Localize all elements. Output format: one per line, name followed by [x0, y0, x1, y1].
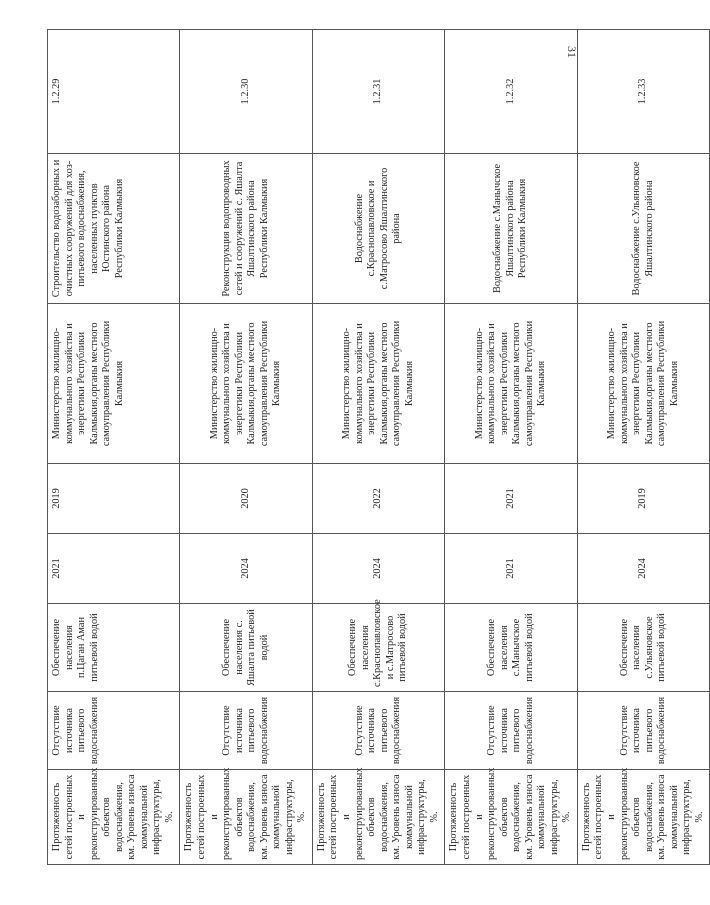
goal-cell: Обеспечение населения с. Яшалта питьевой водой [180, 604, 312, 692]
page-number: 31 [565, 46, 579, 58]
start-year-cell: 2020 [180, 464, 312, 534]
row-number-cell: 1.2.33 [577, 30, 709, 154]
row-number-cell: 1.2.29 [48, 30, 180, 154]
start-year-cell: 2021 [445, 464, 577, 534]
start-year-cell: 2022 [312, 464, 444, 534]
indicator-cell: Протяженность сетей построенных и реконструированных объектов водоснабжения, км. Уровень износа коммунальной инфраструктуры, %. [577, 770, 709, 865]
object-cell: Водоснабжение с.Краснопавловское и с.Матросово Яшалтинского района [312, 154, 444, 304]
row-number-cell: 1.2.32 [445, 30, 577, 154]
table-row [577, 30, 709, 865]
problem-cell: Отсутствие источника питьевого водоснабжения [445, 692, 577, 770]
object-cell: Водоснабжение с.Ульяновское Яшалтинского района [577, 154, 709, 304]
table-row [312, 30, 444, 865]
end-year-cell: 2021 [48, 534, 180, 604]
executor-cell: Министерство жилищно-коммунального хозяйства и энергетики Республики Калмыкия,органы местного самоуправления Республики Калмыкия [312, 304, 444, 464]
measures-table [47, 29, 710, 865]
start-year-cell: 2019 [577, 464, 709, 534]
goal-cell: Обеспечение населения с.Манычское питьевой водой [445, 604, 577, 692]
row-number-cell: 1.2.31 [312, 30, 444, 154]
row-number-cell: 1.2.30 [180, 30, 312, 154]
executor-cell: Министерство жилищно-коммунального хозяйства и энергетики Республики Калмыкия,органы местного самоуправления Республики Калмыкия [48, 304, 180, 464]
end-year-cell: 2021 [445, 534, 577, 604]
table-row [180, 30, 312, 865]
executor-cell: Министерство жилищно-коммунального хозяйства и энергетики Республики Калмыкия,органы местного самоуправления Республики Калмыкия [577, 304, 709, 464]
goal-cell: Обеспечение населения п.Цаган Аман питьевой водой [48, 604, 180, 692]
problem-cell: Отсутствие источника питьевого водоснабжения [312, 692, 444, 770]
rotated-table-wrapper [47, 30, 705, 865]
table-row [48, 30, 180, 865]
problem-cell: Отсутствие источника питьевого водоснабжения [180, 692, 312, 770]
indicator-cell: Протяженность сетей построенных и реконструированных объектов водоснабжения, км. Уровень износа коммунальной инфраструктуры, %. [445, 770, 577, 865]
executor-cell: Министерство жилищно-коммунального хозяйства и энергетики Республики Калмыкия,органы местного самоуправления Республики Калмыкия [180, 304, 312, 464]
indicator-cell: Протяженность сетей построенных и реконструированных объектов водоснабжения, км. Уровень износа коммунальной инфраструктуры, %. [180, 770, 312, 865]
end-year-cell: 2024 [577, 534, 709, 604]
end-year-cell: 2024 [312, 534, 444, 604]
problem-cell: Отсутствие источника питьевого водоснабжения [48, 692, 180, 770]
object-cell: Водоснабжение с.Манычское Яшалтинского района Республики Калмыкия [445, 154, 577, 304]
object-cell: Реконструкция водопроводных сетей и сооружений с. Яшалта Яшалтинского района Республики Калмыкия [180, 154, 312, 304]
measures-table-container [47, 30, 705, 865]
problem-cell: Отсутствие источника питьевого водоснабжения [577, 692, 709, 770]
goal-cell: Обеспечение населения с.Ульяновское питьевой водой [577, 604, 709, 692]
indicator-cell: Протяженность сетей построенных и реконструированных объектов водоснабжения, км. Уровень износа коммунальной инфраструктуры, %. [48, 770, 180, 865]
executor-cell: Министерство жилищно-коммунального хозяйства и энергетики Республики Калмыкия,органы местного самоуправления Республики Калмыкия [445, 304, 577, 464]
table-row [445, 30, 577, 865]
goal-cell: Обеспечение населения с.Краснопавловское и с.Матросово питьевой водой [312, 604, 444, 692]
end-year-cell: 2024 [180, 534, 312, 604]
object-cell: Строительство водозаборных и очистных сооружений для хоз-питьевого водоснабжения, населенных пунктов Юстинского района Республики Калмыкия [48, 154, 180, 304]
start-year-cell: 2019 [48, 464, 180, 534]
indicator-cell: Протяженность сетей построенных и реконструированных объектов водоснабжения, км. Уровень износа коммунальной инфраструктуры, %. [312, 770, 444, 865]
